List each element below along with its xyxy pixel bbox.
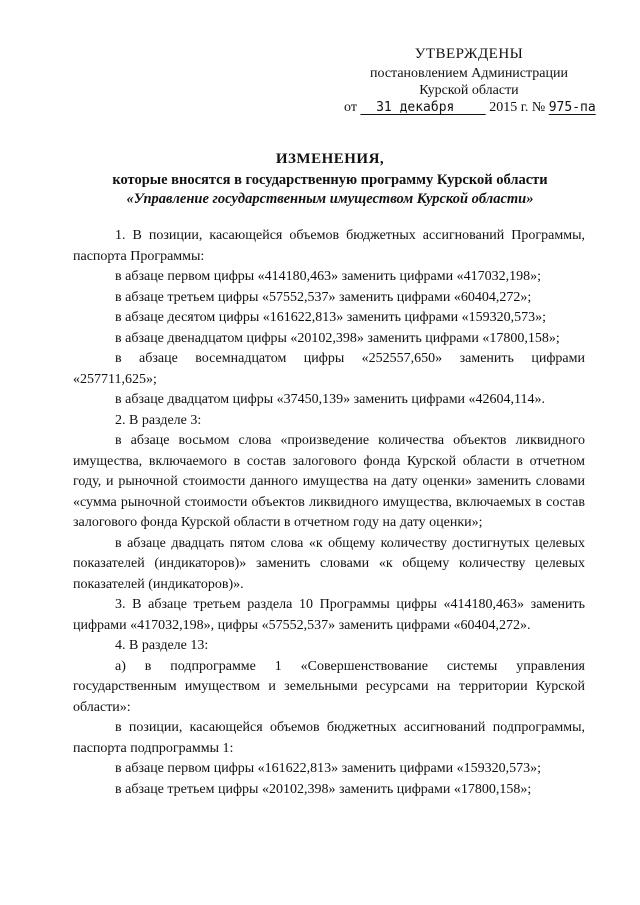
paragraph: 2. В разделе 3: (115, 412, 202, 428)
paragraph: в абзаце первом цифры «161622,813» заменить цифрами «159320,573»; (115, 761, 541, 776)
document-body (73, 226, 585, 800)
paragraph: в абзаце десятом цифры «161622,813» заменить цифрами «159320,573»; (115, 310, 547, 325)
paragraph: в абзаце двадцать пятом слова «к общему количеству достигнутых целевых показателей (индикаторов)» заменить словами «к общему количеству целевых показателей (индикаторов)». (73, 535, 585, 592)
date-year: 2015 г. № (489, 100, 546, 115)
document-heading (60, 150, 600, 209)
paragraph: в абзаце восьмом слова «произведение количества объектов ликвидного имущества, включаемого в состав залогового фонда Курской области в отчетном году, и рыночной стоимости данного имущества на дату оценки» заменить словами «сумма рыночной стоимости объектов ликвидного имущества, включаемых в состав залогового фонда Курской области в отчетном году на дату оценки»; (73, 433, 585, 530)
paragraph: в абзаце двенадцатом цифры «20102,398» заменить цифрами «17800,158»; (115, 330, 560, 346)
approval-line-1: постановлением Администрации (370, 66, 568, 81)
paragraph: 4. В разделе 13: (115, 638, 209, 653)
date-handwritten: 31 декабря (376, 100, 455, 115)
heading-program-name: «Управление государственным имуществом Курской области» (126, 191, 534, 207)
paragraph: в абзаце третьем цифры «57552,537» заменить цифрами «60404,272»; (115, 289, 532, 305)
heading-subtitle: которые вносятся в государственную программу Курской области (112, 172, 548, 188)
date-prefix: от (344, 100, 357, 115)
paragraph: в абзаце первом цифры «414180,463» заменить цифрами «417032,198»; (115, 269, 541, 284)
approval-line-2: Курской области (419, 83, 519, 98)
heading-title: ИЗМЕНЕНИЯ, (275, 151, 385, 167)
number-handwritten: 975-па (548, 100, 596, 115)
paragraph: в абзаце восемнадцатом цифры «252557,650» заменить цифрами «257711,625»; (73, 351, 585, 387)
paragraph: в позиции, касающейся объемов бюджетных ассигнований подпрограммы, паспорта подпрограммы 1: (73, 720, 585, 756)
paragraph: в абзаце двадцатом цифры «37450,139» заменить цифрами «42604,114». (115, 392, 546, 407)
approval-title: УТВЕРЖДЕНЫ (414, 46, 524, 62)
paragraph: 1. В позиции, касающейся объемов бюджетных ассигнований Программы, паспорта Программы: (73, 228, 585, 264)
paragraph: 3. В абзаце третьем раздела 10 Программы цифры «414180,463» заменить цифрами «417032,198», цифры «57552,537» заменить цифрами «60404,272». (73, 597, 585, 633)
approval-stamp (338, 46, 600, 116)
paragraph: в абзаце третьем цифры «20102,398» заменить цифрами «17800,158»; (115, 781, 532, 797)
approval-date-row (338, 99, 600, 116)
paragraph: а) в подпрограмме 1 «Совершенствование системы управления государственным имуществом и земельными ресурсами на территории Курской области»: (73, 658, 585, 715)
